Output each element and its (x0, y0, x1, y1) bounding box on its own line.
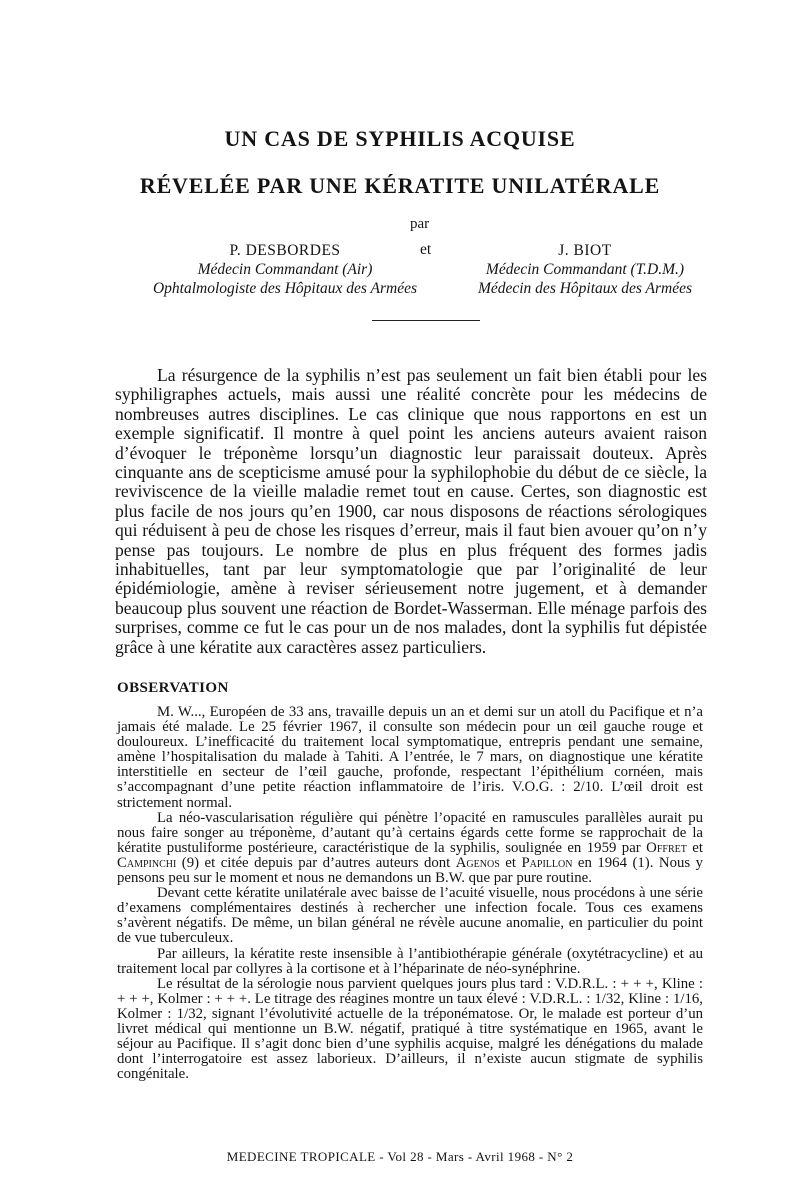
article-title-line-1: UN CAS DE SYPHILIS ACQUISE (224, 126, 576, 151)
text-run: La néo-vascularisation régulière qui pénètre l’opacité en ramuscules parallèles aurait pu nous faire songer au tréponème, d’autant qu’à certains égards cette forme se rapprochait de la kératite pustuliforme postérieure, caractéristique de la syphilis, soulignée en 1959 par (117, 809, 703, 856)
title-divider (372, 320, 480, 321)
text-run: et (499, 854, 522, 871)
author-position: Médecin des Hôpitaux des Armées (477, 280, 693, 297)
observation-paragraph-2 (117, 811, 703, 886)
observation-paragraph-1: M. W..., Européen de 33 ans, travaille depuis un an et demi sur un atoll du Pacifique et n’a jamais été malade. Le 25 février 1967, il consulte son médecin pour un œil gauche rouge et douloureux. L’inefficacité du traitement local symptomatique, entrepris pendant une semaine, amène l’hospitalisation du malade à Tahiti. A l’entrée, le 7 mars, on diagnostique une kératite interstitielle en secteur de l’œil gauche, profonde, respectant l’épithélium cornéen, mais s’accompagnant d’une petite réaction inflammatoire de l’iris. V.O.G. : 2/10. L’œil droit est strictement normal. (117, 704, 703, 811)
text-run: (9) et citée depuis par d’autres auteurs dont (176, 854, 456, 871)
observation-body (117, 705, 703, 1082)
author-block-2 (450, 241, 720, 298)
observation-paragraph-3: Devant cette kératite unilatérale avec baisse de l’acuité visuelle, nous procédons à une série d’examens complémentaires destinés à rechercher une infection focale. Tous ces examens s’avèrent négatifs. De même, un bilan général ne révèle aucune anomalie, en particulier du point de vue tuberculeux. (117, 885, 703, 947)
text-run: et (686, 839, 703, 856)
byline-par: par (410, 216, 430, 232)
author-rank: Médecin Commandant (Air) (197, 261, 373, 278)
author-block-1 (120, 241, 450, 298)
journal-footer: MEDECINE TROPICALE - Vol 28 - Mars - Avril 1968 - N° 2 (226, 1149, 574, 1164)
author-position: Ophtalmologiste des Hôpitaux des Armées (152, 280, 418, 297)
author-rank: Médecin Commandant (T.D.M.) (485, 261, 685, 278)
author-citation: Campinchi (117, 854, 177, 871)
author-citation: Offret (646, 839, 687, 856)
text-run: en 1964 (1). Nous y pensons peu sur le moment et nous ne demandons un B.W. que par pure routine. (117, 854, 704, 887)
observation-paragraph-4: Par ailleurs, la kératite reste insensible à l’antibiothérapie générale (oxytétracycline) et au traitement local par collyres à la cortisone et à l’héparinate de néo-synéphrine. (117, 945, 703, 977)
author-name: J. BIOT (558, 242, 612, 259)
intro-paragraph: La résurgence de la syphilis n’est pas seulement un fait bien établi pour les syphiligraphes actuels, mais aussi une réalité concrète pour les médecins de nombreuses autres disciplines. Le cas clinique que nous rapportons en est un exemple significatif. Il montre à quel point les anciens auteurs avaient raison d’évoquer le tréponème lorsqu’un diagnostic leur paraissait douteux. Après cinquante ans de scepticisme amusé pour la syphilophobie du début de ce siècle, la reviviscence de la vieille maladie remet tout en cause. Certes, son diagnostic est plus facile de nos jours qu’en 1900, car nous disposons de réactions sérologiques qui réduisent à peu de chose les risques d’erreur, mais il faut bien avouer qu’on n’y pense pas toujours. Le nombre de plus en plus fréquent des formes jadis inhabituelles, tant par leur symptomatologie que par l’originalité de leur épidémiologie, amène à reviser sérieusement notre jugement, et à demander beaucoup plus souvent une réaction de Bordet-Wasserman. Elle ménage parfois des surprises, comme ce fut le cas pour un de nos malades, dont la syphilis fut dépistée grâce à une kératite aux caractères assez particuliers. (115, 365, 707, 657)
article-title-line-2: RÉVELÉE PAR UNE KÉRATITE UNILATÉRALE (139, 173, 661, 198)
observation-paragraph-5: Le résultat de la sérologie nous parvient quelques jours plus tard : V.D.R.L. : + + +, Kline : + + +, Kolmer : + + +. Le titrage des réagines montre un taux élevé : V.D.R.L. : 1/32, Kline : 1/16, Kolmer : 1/32, signant l’évolutivité actuelle de la tréponématose. Or, le malade est porteur d’un livret médical qui mentionne un B.W. négatif, pratiqué à titre systématique en 1965, avant le séjour au Pacifique. Il s’agit donc bien d’une syphilis acquise, malgré les dénégations du malade dont l’interrogatoire est assez laborieux. D’ailleurs, il n’existe aucun stigmate de syphilis congénitale. (117, 975, 703, 1083)
author-name: P. DESBORDES (229, 242, 341, 259)
byline-et: et (420, 241, 432, 258)
author-citation: Agenos (455, 854, 500, 871)
author-citation: Papillon (521, 854, 573, 871)
section-heading-observation: OBSERVATION (117, 680, 229, 696)
